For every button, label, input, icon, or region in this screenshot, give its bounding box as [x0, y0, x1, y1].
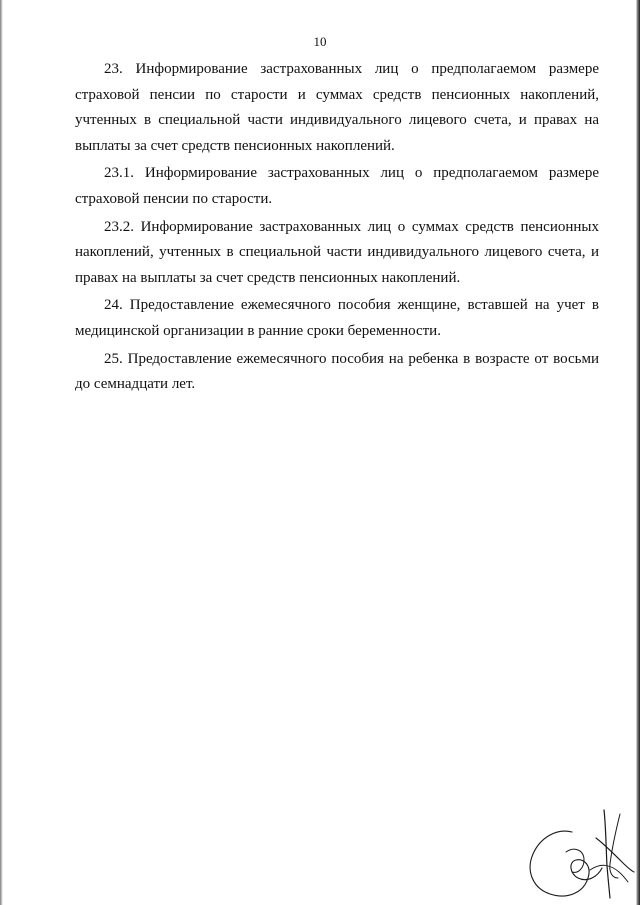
signature-tail-stroke	[590, 865, 628, 882]
handwritten-signature	[526, 808, 638, 900]
signature-vertical-stroke	[604, 810, 610, 898]
document-body	[75, 57, 599, 400]
paragraph-25: 25. Предоставление ежемесячного пособия на ребенка в возрасте от восьми до семнадцати лет.	[75, 350, 599, 393]
paragraph-23-1: 23.1. Информирование застрахованных лиц о предполагаемом размере страховой пенсии по старости.	[75, 165, 599, 207]
paragraph-24: 24. Предоставление ежемесячного пособия женщине, вставшей на учет в медицинской организации в ранние сроки беременности.	[75, 297, 599, 339]
signature-cross-stroke	[610, 814, 620, 878]
paragraph-23-2: 23.2. Информирование застрахованных лиц о суммах средств пенсионных накоплений, учтенных в специальной части индивидуального лицевого счета, и правах на выплаты за счет средств пенсионных накоплений.	[75, 218, 599, 286]
signature-loop-stroke	[530, 831, 602, 896]
signature-diagonal-stroke	[596, 838, 634, 872]
page-number: 10	[313, 34, 327, 49]
paragraph-23: 23. Информирование застрахованных лиц о предполагаемом размере страховой пенсии по старости и суммах средств пенсионных накоплений, учтенных в специальной части индивидуального лицевого счета, и правах на выплаты за счет средств пенсионных накоплений.	[75, 61, 599, 154]
